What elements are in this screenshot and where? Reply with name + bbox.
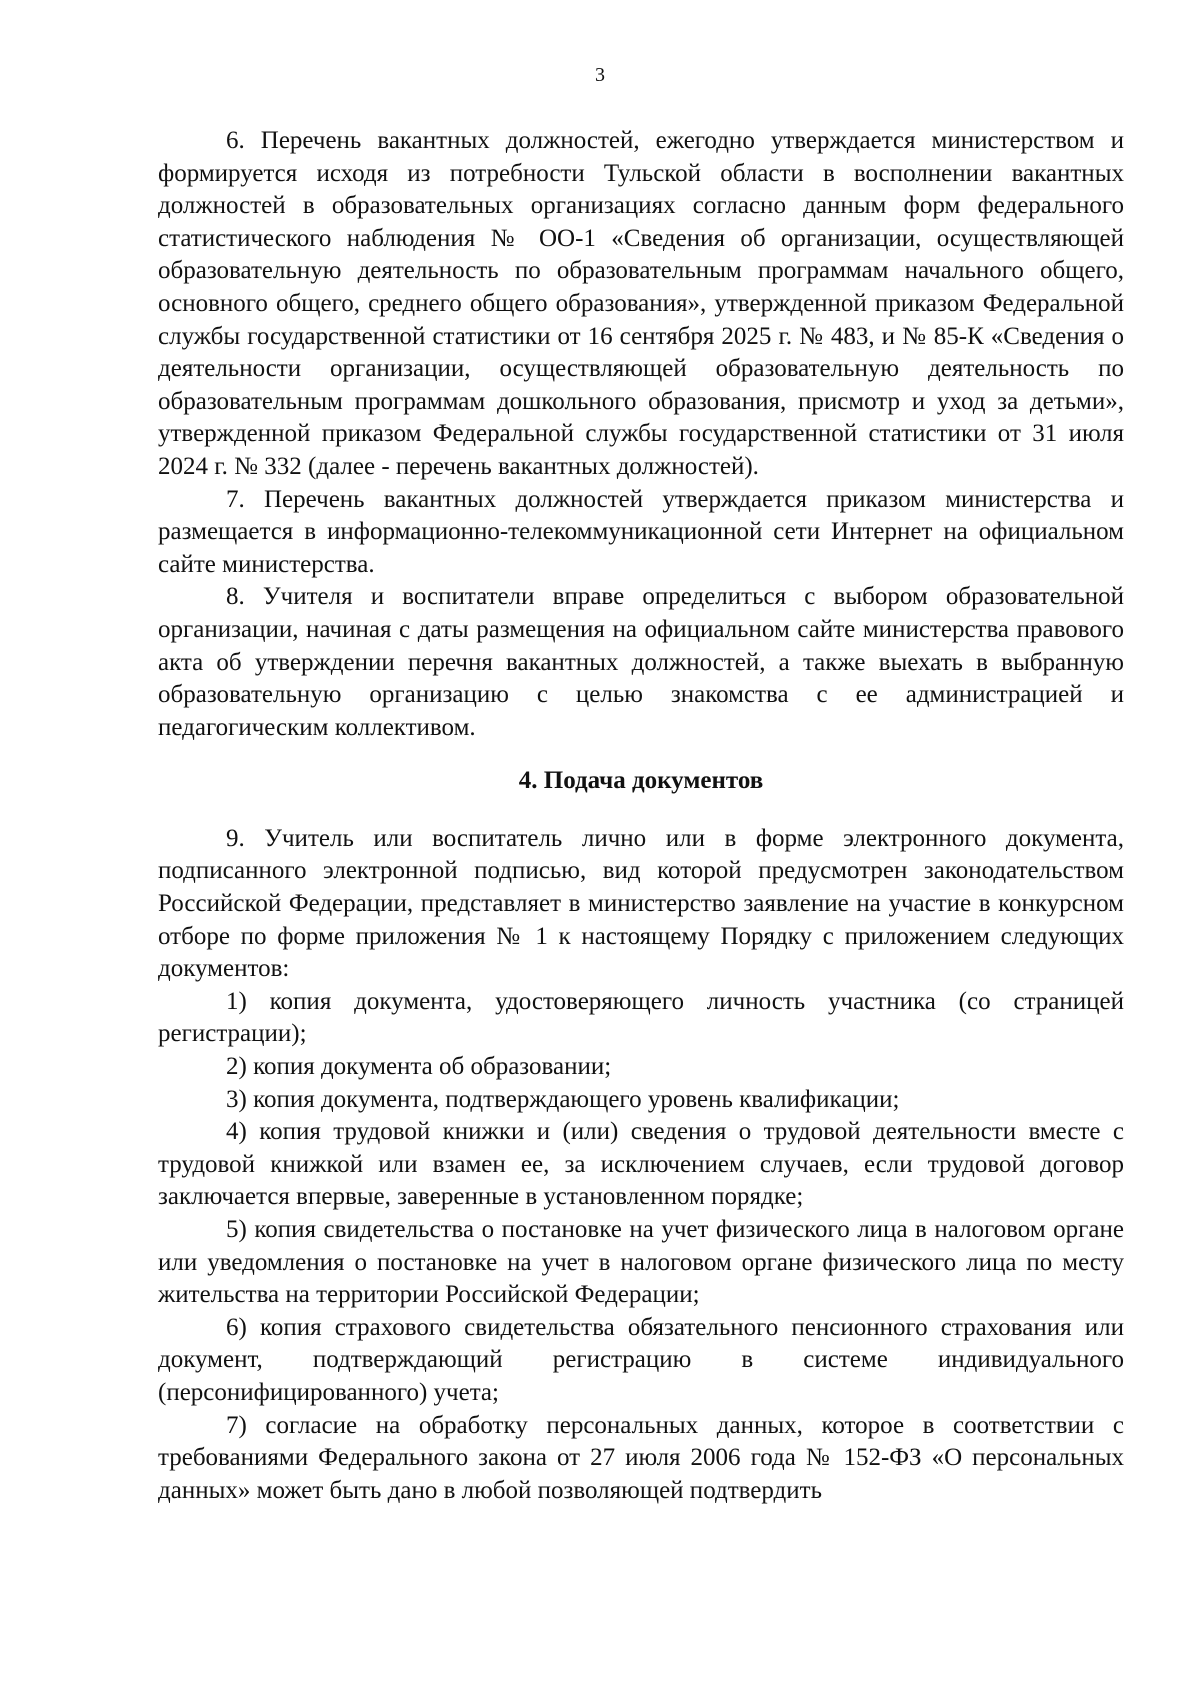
paragraph-9: 9. Учитель или воспитатель лично или в форме электронного документа, подписанного электронной подписью, вид которой предусмотрен законодательством Российской Федерации, представляет в министерство заявление на участие в конкурсном отборе по форме приложения № 1 к настоящему Порядку с приложением следующих документов: (158, 824, 1124, 983)
list-item-4: 4) копия трудовой книжки и (или) сведения о трудовой деятельности вместе с трудовой книжкой или взамен ее, за исключением случаев, если трудовой договор заключается впервые, заверенные в установленном порядке; (158, 1118, 1124, 1211)
section-heading: 4. Подача документов (518, 767, 764, 795)
paragraph-7: 7. Перечень вакантных должностей утверждается приказом министерства и размещается в информационно-телекоммуникационной сети Интернет на официальном сайте министерства. (158, 485, 1124, 578)
paragraph-6: 6. Перечень вакантных должностей, ежегодно утверждается министерством и формируется исходя из потребности Тульской области в восполнении вакантных должностей в образовательных организациях согласно данным форм федерального статистического наблюдения № ОО-1 «Сведения об организации, осуществляющей образовательную деятельность по образовательным программам начального общего, основного общего, среднего общего образования», утвержденной приказом Федеральной службы государственной статистики от 16 сентября 2025 г. № 483, и № 85-К «Сведения о деятельности организации, осуществляющей образовательную деятельность по образовательным программам дошкольного образования, присмотр и уход за детьми», утвержденной приказом Федеральной службы государственной статистики от 31 июля 2024 г. № 332 (далее - перечень вакантных должностей). (158, 127, 1124, 480)
list-item-2: 2) копия документа об образовании; (226, 1053, 612, 1081)
paragraph-8: 8. Учителя и воспитатели вправе определиться с выбором образовательной организации, начиная с даты размещения на официальном сайте министерства правового акта об утверждении перечня вакантных должностей, а также выехать в выбранную образовательную организацию с целью знакомства с ее администрацией и педагогическим коллективом. (158, 583, 1124, 741)
list-item-3: 3) копия документа, подтверждающего уровень квалификации; (226, 1085, 900, 1113)
list-item-5: 5) копия свидетельства о постановке на учет физического лица в налоговом органе или уведомления о постановке на учет в налоговом органе физического лица по месту жительства на территории Российской Федерации; (158, 1216, 1124, 1309)
list-item-1: 1) копия документа, удостоверяющего личность участника (со страницей регистрации); (158, 987, 1124, 1048)
document-body (158, 125, 1124, 1507)
list-item-6: 6) копия страхового свидетельства обязательного пенсионного страхования или документ, подтверждающий регистрацию в системе индивидуального (персонифицированного) учета; (158, 1313, 1124, 1406)
page-number: 3 (595, 64, 605, 86)
list-item-7: 7) согласие на обработку персональных данных, которое в соответствии с требованиями Федерального закона от 27 июля 2006 года № 152-ФЗ «О персональных данных» может быть дано в любой позволяющей подтвердить (158, 1411, 1124, 1504)
